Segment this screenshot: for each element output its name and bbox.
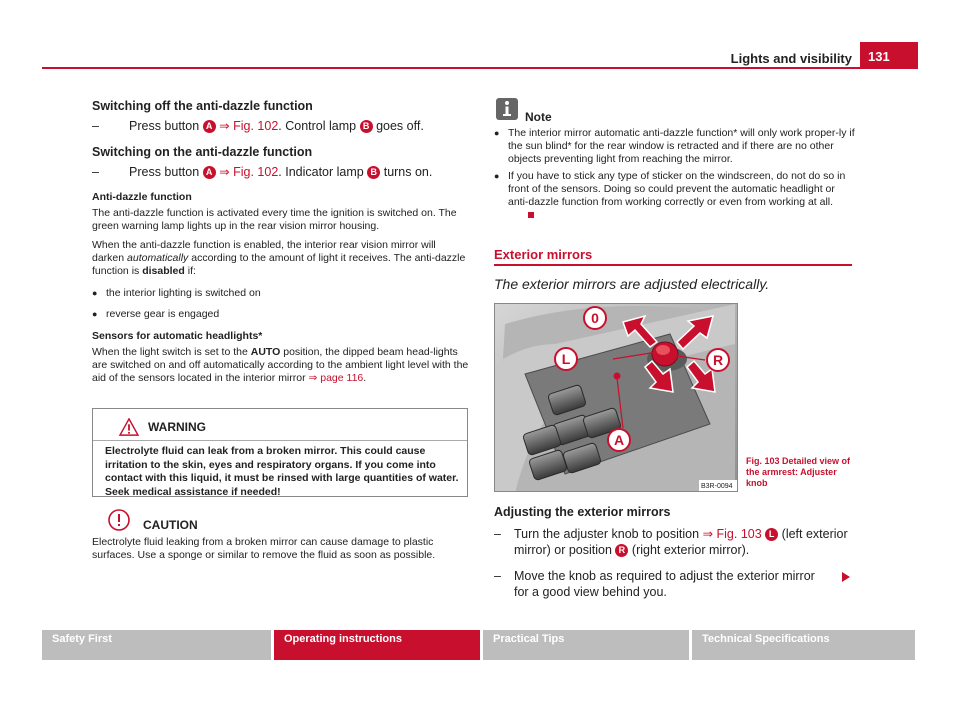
tab-technical-specifications[interactable]: Technical Specifications: [692, 630, 915, 660]
paragraph-2: When the anti-dazzle function is enabled, the interior rear vision mirror will darken automatically according to the amount of light it receives. The anti-dazzle function is disabled if:: [92, 239, 466, 277]
section-title: Exterior mirrors: [494, 247, 593, 262]
adjust-step-1: – Turn the adjuster knob to position ⇒ Fig. 103 L (left exterior mirror) or position R (right exterior mirror).: [494, 527, 848, 557]
label-r: R: [712, 352, 724, 368]
header-divider: [42, 67, 918, 69]
badge-a: A: [203, 166, 216, 179]
end-marker: [528, 212, 534, 218]
note-item: ● If you have to stick any type of sticker on the windscreen, do not do so in front of the sensors. Doing so could prevent the automatic headlight or anti-dazzle function from working correctly or even from working at all.: [494, 170, 856, 222]
note-icon: [496, 98, 518, 120]
fig-ref-link[interactable]: ⇒ Fig. 102: [219, 165, 279, 179]
note-title: Note: [525, 110, 552, 124]
label-o: 0: [591, 310, 599, 326]
page-ref-link[interactable]: ⇒ page 116: [308, 372, 364, 384]
on-step: – Press button A ⇒ Fig. 102. Indicator lamp B turns on.: [92, 165, 433, 179]
list-item: ● reverse gear is engaged: [92, 308, 220, 320]
left-column: [92, 98, 470, 385]
footer-tabs: [42, 630, 918, 660]
badge-r: R: [615, 544, 628, 557]
caution-icon: [107, 508, 131, 532]
page-title: Lights and visibility: [730, 51, 852, 66]
on-heading: Switching on the anti-dazzle function: [92, 145, 313, 159]
badge-a: A: [203, 120, 216, 133]
caution-title: CAUTION: [143, 518, 198, 532]
warning-icon: [118, 418, 140, 436]
warning-text: Electrolyte fluid can leak from a broken mirror. This could cause irritation to the skin, eyes and respiratory organs. If you come into contact with this liquid, it must be rinsed with large quantities of water. Seek medical assistance if needed!: [105, 445, 459, 498]
off-step: – Press button A ⇒ Fig. 102. Control lamp B goes off.: [92, 119, 424, 133]
figure-caption: Fig. 103 Detailed view of the armrest: Adjuster knob: [746, 456, 851, 488]
list-item: ● the interior lighting is switched on: [92, 287, 261, 299]
label-l: L: [561, 351, 571, 367]
tab-practical-tips[interactable]: Practical Tips: [483, 630, 689, 660]
label-a: A: [613, 432, 625, 448]
figure-code: B3R-0094: [701, 483, 733, 490]
section-divider: [494, 264, 852, 266]
tab-operating-instructions[interactable]: Operating instructions: [274, 630, 480, 660]
warning-title: WARNING: [148, 420, 206, 434]
badge-l: L: [765, 528, 778, 541]
adjust-section: [494, 504, 856, 600]
badge-b: B: [360, 120, 373, 133]
note-body: [494, 127, 856, 224]
tab-safety-first[interactable]: Safety First: [42, 630, 271, 660]
warning-divider: [93, 440, 467, 441]
paragraph-3: When the light switch is set to the AUTO position, the dipped beam head-lights are switched on and off automatically according to the ambient light level with the aid of the sensors located in the interior mirror ⇒ page 116.: [92, 346, 469, 384]
note-item: ● The interior mirror automatic anti-dazzle function* will only work proper-ly if the sun blind* for the rear window is retracted and if there are no other objects preventing light from reaching the mirror.: [494, 127, 855, 165]
off-heading: Switching off the anti-dazzle function: [92, 99, 313, 113]
sensors-heading: Sensors for automatic headlights*: [92, 330, 263, 342]
antidazzle-heading: Anti-dazzle function: [92, 191, 192, 203]
warning-box: [92, 408, 468, 497]
continue-arrow-icon: [842, 572, 850, 582]
section-subtitle: The exterior mirrors are adjusted electrically.: [494, 276, 770, 292]
fig-ref-link[interactable]: ⇒ Fig. 102: [219, 119, 279, 133]
badge-b: B: [367, 166, 380, 179]
paragraph-1: The anti-dazzle function is activated every time the ignition is switched on. The green warning lamp lights up in the rear vision mirror housing.: [92, 207, 457, 232]
armrest-illustration: [495, 304, 738, 492]
caution-text: Electrolyte fluid leaking from a broken mirror can cause damage to plastic surfaces. Use a sponge or similar to remove the fluid as soon as possible.: [92, 536, 436, 561]
fig-ref-link[interactable]: ⇒ Fig. 103: [702, 527, 762, 541]
page-number: 131: [860, 42, 918, 67]
armrest-figure: [494, 303, 738, 492]
adjust-step-2: – Move the knob as required to adjust the exterior mirror for a good view behind you.: [494, 569, 815, 599]
adjust-heading: Adjusting the exterior mirrors: [494, 505, 671, 519]
